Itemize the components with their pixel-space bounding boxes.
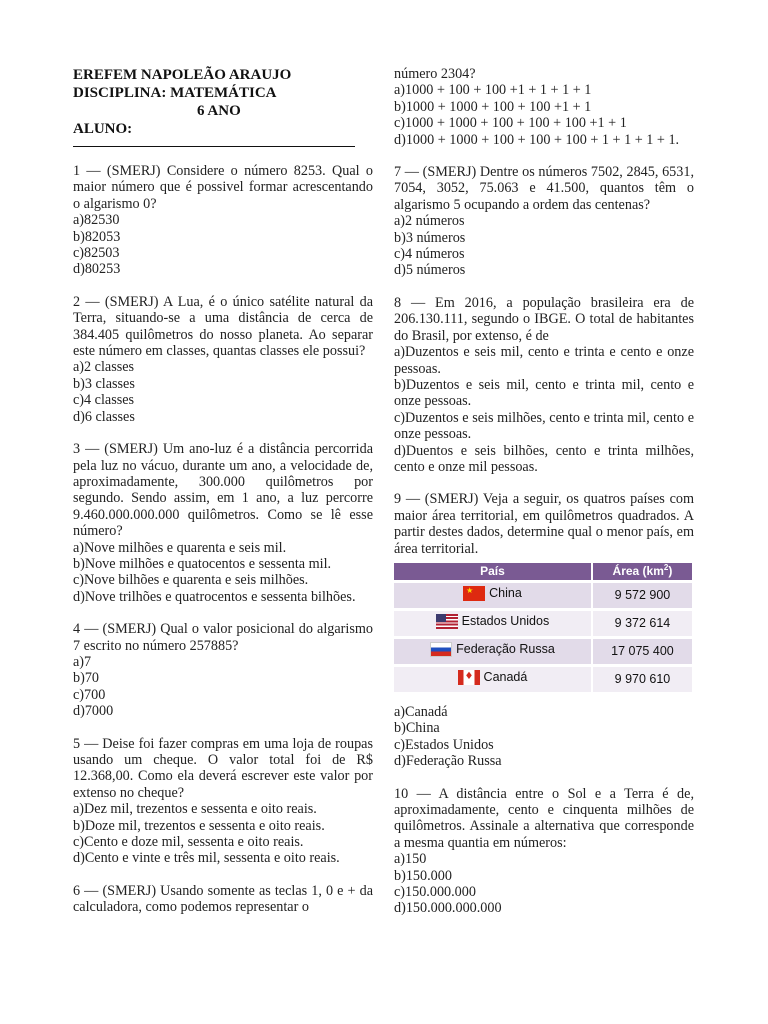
table-row bbox=[394, 609, 692, 637]
china-flag-icon bbox=[463, 586, 485, 601]
option-d: d)80253 bbox=[73, 261, 121, 278]
question-stem: 6 — (SMERJ) Usando somente as teclas 1, 0 e + da calculadora, como podemos representar o bbox=[73, 882, 373, 916]
school-name: EREFEM NAPOLEÃO ARAUJO bbox=[73, 67, 292, 83]
country-cell bbox=[394, 665, 592, 692]
russia-flag-icon bbox=[430, 642, 452, 657]
option-c: c)Cento e doze mil, sessenta e oito reais. bbox=[73, 834, 304, 851]
option-b: b)70 bbox=[73, 670, 100, 687]
option-b: b)150.000 bbox=[394, 867, 452, 884]
option-c: c)Estados Unidos bbox=[394, 736, 494, 753]
student-name-line bbox=[73, 138, 355, 147]
option-c: c)82503 bbox=[73, 245, 120, 262]
option-a: a)2 classes bbox=[73, 359, 135, 376]
option-b: b)Nove milhões e quatocentos e sessenta mil. bbox=[73, 555, 332, 572]
table-row bbox=[394, 665, 692, 692]
question-stem: 10 — A distância entre o Sol e a Terra é de, aproximadamente, cento e cinquenta milhões de quilômetros. Assinale a alternativa que corresponde a mesma quantia em números: bbox=[394, 785, 694, 851]
country-name: China bbox=[489, 586, 522, 601]
option-b: b)Duzentos e seis mil, cento e trinta mil, cento e onze pessoas. bbox=[394, 376, 694, 410]
question-7 bbox=[394, 164, 694, 279]
question-3 bbox=[73, 441, 373, 605]
area-cell: 9 970 610 bbox=[592, 665, 692, 692]
table-row bbox=[394, 581, 692, 609]
option-d: d)1000 + 1000 + 100 + 100 + 100 + 1 + 1 + 1 + 1. bbox=[394, 131, 680, 148]
question-stem: 1 — (SMERJ) Considere o número 8253. Qual o maior número que é possivel formar acrescentando o algarismo 0? bbox=[73, 163, 373, 212]
option-d: d)6 classes bbox=[73, 408, 135, 425]
question-10 bbox=[394, 786, 694, 917]
question-stem: 4 — (SMERJ) Qual o valor posicional do algarismo 7 escrito no número 257885? bbox=[73, 621, 373, 654]
question-stem: 5 — Deise foi fazer compras em uma loja de roupas usando um cheque. O valor total foi de R$ 12.368,00. Como ela deverá escrever este valor por extenso no cheque? bbox=[73, 735, 373, 801]
table-header-row bbox=[394, 563, 692, 582]
question-stem: 2 — (SMERJ) A Lua, é o único satélite natural da Terra, situando-se a uma distância de cerca de 384.405 quilômetros do nosso planeta. Ao separar este número em classes, quantas classes ele possui? bbox=[73, 293, 373, 360]
question-9 bbox=[394, 491, 694, 769]
country-name: Estados Unidos bbox=[461, 614, 550, 629]
option-a: a)82530 bbox=[73, 212, 120, 229]
question-stem-continued: número 2304? bbox=[394, 66, 476, 82]
option-c: c)Duzentos e seis milhões, cento e trinta mil, cento e onze pessoas. bbox=[394, 409, 694, 443]
country-cell bbox=[394, 581, 592, 609]
option-c: c)1000 + 1000 + 100 + 100 + 100 +1 + 1 bbox=[394, 115, 627, 132]
question-stem: 8 — Em 2016, a população brasileira era de 206.130.111, segundo o IBGE. O total de habitantes do Brasil, por extenso, é de bbox=[394, 294, 694, 344]
question-4 bbox=[73, 621, 373, 719]
country-cell bbox=[394, 637, 592, 665]
area-cell: 9 372 614 bbox=[592, 609, 692, 637]
grade-line: 6 ANO bbox=[197, 103, 241, 119]
option-d: d)5 números bbox=[394, 262, 466, 279]
question-8 bbox=[394, 295, 694, 475]
option-b: b)82053 bbox=[73, 228, 121, 245]
question-stem: 3 — (SMERJ) Um ano-luz é a distância percorrida pela luz no vácuo, durante um ano, a velocidade de, aproximadamente, 300.000 quilômetros por segundo. Sendo assim, em 1 ano, a luz percorre 9.460.000.000.000 quilômetros. Como se lê esse número? bbox=[73, 441, 373, 540]
question-stem: 7 — (SMERJ) Dentre os números 7502, 2845, 6531, 7054, 3052, 75.063 e 41.500, quantos têm o algarismo 5 ocupando a ordem das centenas? bbox=[394, 164, 694, 213]
option-d: d)7000 bbox=[73, 703, 114, 720]
right-column bbox=[394, 66, 694, 917]
column-header-area: Área $(km^2)$ bbox=[592, 563, 692, 582]
usa-flag-icon bbox=[436, 614, 458, 629]
option-d: d)150.000.000.000 bbox=[394, 900, 502, 917]
question-6-part-1 bbox=[73, 883, 373, 916]
country-cell bbox=[394, 609, 592, 637]
option-b: b)Doze mil, trezentos e sessenta e oito reais. bbox=[73, 817, 325, 834]
option-a: a)7 bbox=[73, 653, 92, 670]
option-a: a)Dez mil, trezentos e sessenta e oito reais. bbox=[73, 801, 317, 818]
country-name: Canadá bbox=[483, 670, 528, 685]
option-d: d)Nove trilhões e quatrocentos e sessenta bilhões. bbox=[73, 588, 356, 605]
option-a: a)2 números bbox=[394, 213, 465, 230]
option-a: a)Nove milhões e quarenta e seis mil. bbox=[73, 539, 287, 556]
option-d: d)Federação Russa bbox=[394, 753, 502, 770]
option-b: b)1000 + 1000 + 100 + 100 +1 + 1 bbox=[394, 98, 592, 115]
option-b: b)3 números bbox=[394, 229, 466, 246]
option-a: a)Canadá bbox=[394, 703, 448, 720]
option-c: c)4 números bbox=[394, 246, 465, 263]
option-a: a)1000 + 100 + 100 +1 + 1 + 1 + 1 bbox=[394, 82, 592, 99]
option-c: c)700 bbox=[73, 686, 106, 703]
option-a: a)Duzentos e seis mil, cento e trinta e cento e onze pessoas. bbox=[394, 344, 694, 377]
option-d: d)Duentos e seis bilhões, cento e trinta milhões, cento e onze mil pessoas. bbox=[394, 442, 694, 475]
option-b: b)China bbox=[394, 720, 440, 737]
question-5 bbox=[73, 736, 373, 867]
student-label: ALUNO: bbox=[73, 121, 133, 137]
question-6-part-2 bbox=[394, 66, 694, 148]
question-2 bbox=[73, 294, 373, 425]
option-d: d)Cento e vinte e três mil, sessenta e oito reais. bbox=[73, 850, 340, 867]
option-a: a)150 bbox=[394, 851, 427, 868]
left-column bbox=[73, 66, 373, 916]
question-1 bbox=[73, 163, 373, 278]
area-cell: 9 572 900 bbox=[592, 581, 692, 609]
table-row bbox=[394, 637, 692, 665]
worksheet-header bbox=[73, 66, 373, 147]
option-c: c)150.000.000 bbox=[394, 884, 476, 901]
subject-line: DISCIPLINA: MATEMÁTICA bbox=[73, 85, 277, 101]
country-area-table bbox=[394, 563, 692, 692]
option-c: c)4 classes bbox=[73, 392, 135, 409]
option-c: c)Nove bilhões e quarenta e seis milhões. bbox=[73, 572, 309, 589]
area-cell: 17 075 400 bbox=[592, 637, 692, 665]
canada-flag-icon bbox=[458, 670, 480, 685]
column-header-country: País bbox=[394, 563, 592, 582]
question-stem: 9 — (SMERJ) Veja a seguir, os quatros países com maior área territorial, em quilômetros quadrados. A partir destes dados, determine qual o menor país, em área territorial. bbox=[394, 491, 694, 557]
country-name: Federação Russa bbox=[456, 642, 555, 657]
option-b: b)3 classes bbox=[73, 375, 135, 392]
